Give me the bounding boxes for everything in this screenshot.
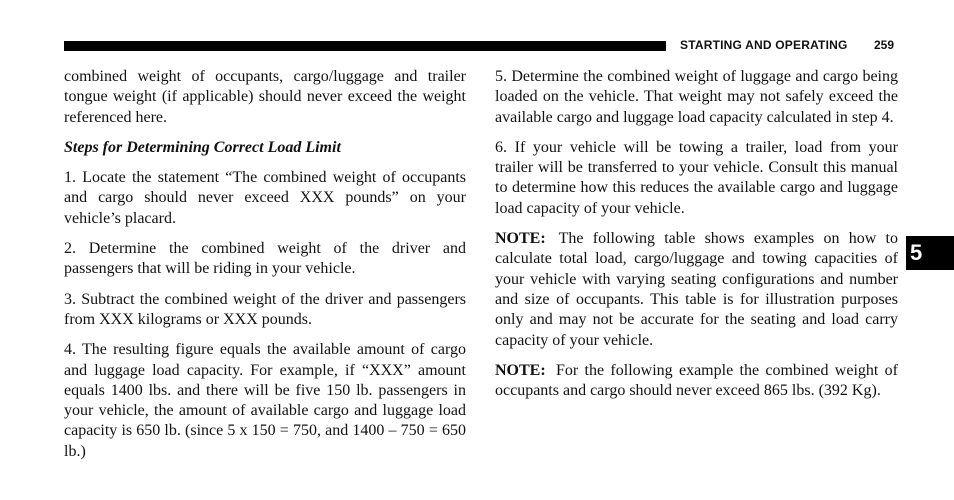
note-1-paragraph bbox=[495, 229, 898, 351]
step-1-paragraph: 1. Locate the statement “The combined weight of occupants and cargo should never exceed XXX pounds” on your vehicle’s placard. bbox=[64, 169, 466, 227]
note-1-label: NOTE: bbox=[495, 230, 546, 248]
step-6-paragraph: 6. If your vehicle will be towing a trailer, load from your trailer will be transferred to your vehicle. Consult this manual to determine how this reduces the available cargo and luggage load capacity of your vehicle. bbox=[495, 138, 898, 217]
header-rule bbox=[64, 41, 666, 51]
step-3-paragraph: 3. Subtract the combined weight of the driver and passengers from XXX kilograms or XXX pounds. bbox=[64, 290, 466, 328]
chapter-tab: 5 bbox=[906, 236, 954, 270]
page-number: 259 bbox=[874, 38, 895, 52]
steps-subheading: Steps for Determining Correct Load Limit bbox=[64, 138, 341, 156]
note-2-text: For the following example the combined weight of occupants and cargo should never exceed 865 lbs. (392 Kg). bbox=[495, 361, 898, 400]
intro-paragraph: combined weight of occupants, cargo/luggage and trailer tongue weight (if applicable) should never exceed the weight referenced here. bbox=[64, 68, 466, 126]
step-4-paragraph: 4. The resulting figure equals the available amount of cargo and luggage load capacity. For example, if “XXX” amount equals 1400 lbs. and there will be five 150 lb. passengers in your vehicle, the amount of available cargo and luggage load capacity is 650 lb. (since 5 x 150 = 750, and 1400 – 750 = 650 lb.) bbox=[64, 341, 466, 460]
step-2-paragraph: 2. Determine the combined weight of the driver and passengers that will be riding in your vehicle. bbox=[64, 240, 466, 278]
note-2-label: NOTE: bbox=[495, 361, 546, 379]
note-2-paragraph bbox=[495, 361, 898, 402]
left-column bbox=[64, 67, 466, 472]
note-1-text: The following table shows examples on how to calculate total load, cargo/luggage and towing capacities of your vehicle with varying seating configurations and number and size of occupants. This table is for illustration purposes only and may not be accurate for the seating and load carry capacity of your vehicle. bbox=[495, 230, 898, 349]
section-title: STARTING AND OPERATING bbox=[680, 38, 848, 52]
right-column bbox=[495, 67, 898, 411]
step-5-paragraph: 5. Determine the combined weight of luggage and cargo being loaded on the vehicle. That weight may not safely exceed the available cargo and luggage load capacity calculated in step 4. bbox=[495, 68, 898, 126]
